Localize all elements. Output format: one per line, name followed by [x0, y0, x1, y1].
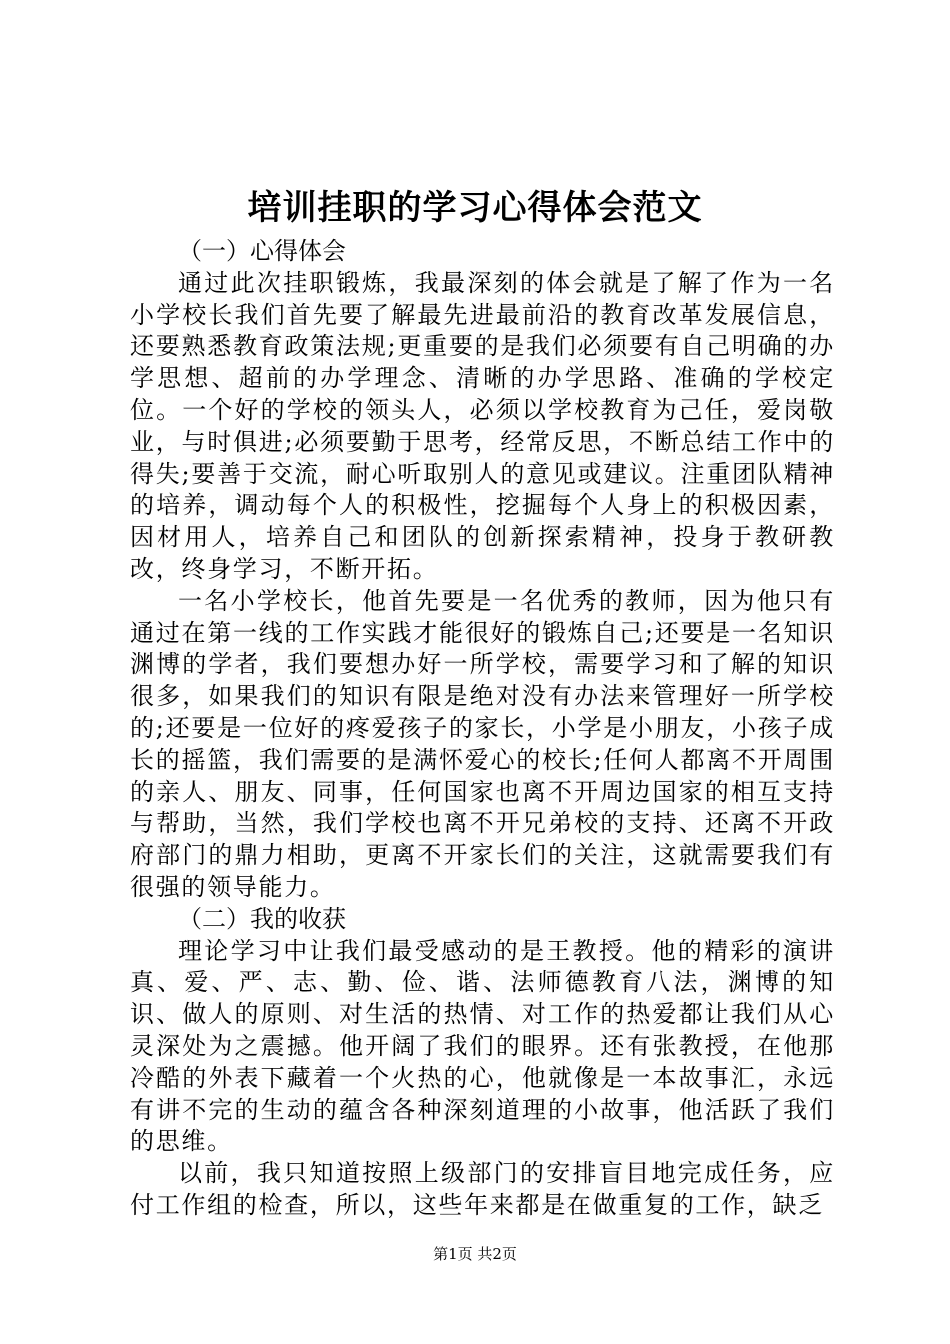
- paragraph: 理论学习中让我们最受感动的是王教授。他的精彩的演讲真、爱、严、志、勤、俭、谐、法师德教育八法，渊博的知识、做人的原则、对生活的热情、对工作的热爱都让我们从心灵深处为之震撼。他开阔了我们的眼界。还有张教授，在他那冷酷的外表下藏着一个火热的心，他就像是一本故事汇，永远有讲不完的生动的蕴含各种深刻道理的小故事，他活跃了我们的思维。: [130, 936, 835, 1156]
- page-footer: 第1页 共2页: [433, 1245, 517, 1263]
- section-heading-1: （一）心得体会: [178, 237, 346, 265]
- paragraph: 通过此次挂职锻炼，我最深刻的体会就是了解了作为一名小学校长我们首先要了解最先进最前沿的教育改革发展信息，还要熟悉教育政策法规;更重要的是我们必须要有自己明确的办学思想、超前的办学理念、清晰的办学思路、准确的学校定位。一个好的学校的领头人，必须以学校教育为己任，爱岗敬业，与时俱进;必须要勤于思考，经常反思，不断总结工作中的得失;要善于交流，耐心听取别人的意见或建议。注重团队精神的培养，调动每个人的积极性，挖掘每个人身上的积极因素，因材用人，培养自己和团队的创新探索精神，投身于教研教改，终身学习，不断开拓。: [130, 268, 835, 583]
- paragraph: 以前，我只知道按照上级部门的安排盲目地完成任务，应付工作组的检查，所以，这些年来都是在做重复的工作，缺乏: [130, 1159, 835, 1219]
- paragraph: 一名小学校长，他首先要是一名优秀的教师，因为他只有通过在第一线的工作实践才能很好的锻炼自己;还要是一名知识渊博的学者，我们要想办好一所学校，需要学习和了解的知识很多，如果我们的知识有限是绝对没有办法来管理好一所学校的;还要是一位好的疼爱孩子的家长，小学是小朋友，小孩子成长的摇篮，我们需要的是满怀爱心的校长;任何人都离不开周围的亲人、朋友、同事，任何国家也离不开周边国家的相互支持与帮助，当然，我们学校也离不开兄弟校的支持、还离不开政府部门的鼎力相助，更离不开家长们的关注，这就需要我们有很强的领导能力。: [130, 586, 835, 901]
- section-heading-2: （二）我的收获: [178, 904, 346, 933]
- document-body: [130, 236, 835, 1222]
- document-title: 培训挂职的学习心得体会范文: [247, 188, 703, 228]
